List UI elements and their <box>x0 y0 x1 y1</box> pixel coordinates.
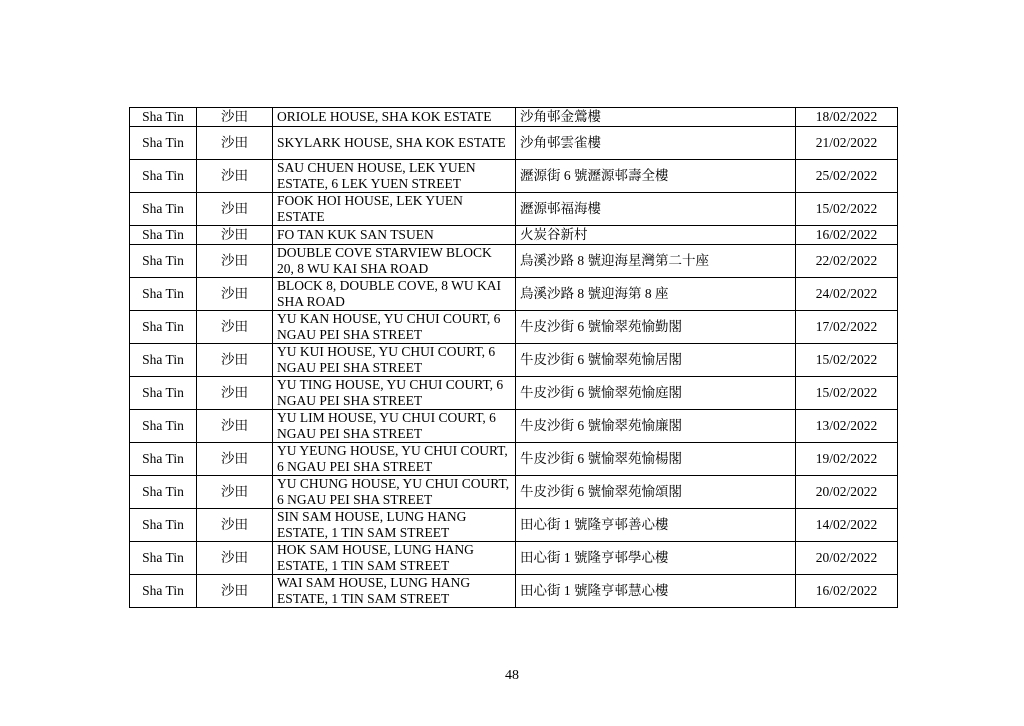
table-row <box>130 509 898 542</box>
building-en-cell: SAU CHUEN HOUSE, LEK YUEN ESTATE, 6 LEK YUEN STREET <box>273 160 516 193</box>
district-en-cell: Sha Tin <box>130 278 197 311</box>
district-en-cell: Sha Tin <box>130 127 197 160</box>
district-en-cell: Sha Tin <box>130 226 197 245</box>
date-cell: 16/02/2022 <box>796 575 898 608</box>
district-zh-cell: 沙田 <box>197 226 273 245</box>
building-en-cell: ORIOLE HOUSE, SHA KOK ESTATE <box>273 108 516 127</box>
table-row <box>130 193 898 226</box>
district-en-cell: Sha Tin <box>130 344 197 377</box>
district-en-cell: Sha Tin <box>130 108 197 127</box>
building-en-cell: WAI SAM HOUSE, LUNG HANG ESTATE, 1 TIN SAM STREET <box>273 575 516 608</box>
building-en-cell: HOK SAM HOUSE, LUNG HANG ESTATE, 1 TIN SAM STREET <box>273 542 516 575</box>
date-cell: 19/02/2022 <box>796 443 898 476</box>
building-en-cell: YU LIM HOUSE, YU CHUI COURT, 6 NGAU PEI SHA STREET <box>273 410 516 443</box>
date-cell: 25/02/2022 <box>796 160 898 193</box>
table-row <box>130 226 898 245</box>
district-zh-cell: 沙田 <box>197 344 273 377</box>
building-zh-cell: 牛皮沙街 6 號愉翠苑愉勤閣 <box>516 311 796 344</box>
table-row <box>130 160 898 193</box>
district-zh-cell: 沙田 <box>197 575 273 608</box>
table-row <box>130 311 898 344</box>
date-cell: 20/02/2022 <box>796 476 898 509</box>
building-zh-cell: 瀝源街 6 號瀝源邨壽全樓 <box>516 160 796 193</box>
date-cell: 20/02/2022 <box>796 542 898 575</box>
district-zh-cell: 沙田 <box>197 278 273 311</box>
building-en-cell: YU CHUNG HOUSE, YU CHUI COURT, 6 NGAU PEI SHA STREET <box>273 476 516 509</box>
district-en-cell: Sha Tin <box>130 311 197 344</box>
building-zh-cell: 田心街 1 號隆亨邨善心樓 <box>516 509 796 542</box>
building-en-cell: SKYLARK HOUSE, SHA KOK ESTATE <box>273 127 516 160</box>
district-zh-cell: 沙田 <box>197 245 273 278</box>
district-zh-cell: 沙田 <box>197 193 273 226</box>
district-zh-cell: 沙田 <box>197 509 273 542</box>
district-zh-cell: 沙田 <box>197 311 273 344</box>
district-en-cell: Sha Tin <box>130 377 197 410</box>
building-en-cell: YU KAN HOUSE, YU CHUI COURT, 6 NGAU PEI SHA STREET <box>273 311 516 344</box>
district-en-cell: Sha Tin <box>130 476 197 509</box>
date-cell: 22/02/2022 <box>796 245 898 278</box>
table-row <box>130 108 898 127</box>
district-zh-cell: 沙田 <box>197 108 273 127</box>
building-zh-cell: 瀝源邨福海樓 <box>516 193 796 226</box>
district-en-cell: Sha Tin <box>130 193 197 226</box>
table-row <box>130 344 898 377</box>
date-cell: 15/02/2022 <box>796 344 898 377</box>
district-zh-cell: 沙田 <box>197 377 273 410</box>
district-en-cell: Sha Tin <box>130 509 197 542</box>
date-cell: 13/02/2022 <box>796 410 898 443</box>
date-cell: 17/02/2022 <box>796 311 898 344</box>
date-cell: 15/02/2022 <box>796 193 898 226</box>
building-zh-cell: 牛皮沙街 6 號愉翠苑愉楊閣 <box>516 443 796 476</box>
building-zh-cell: 田心街 1 號隆亨邨慧心樓 <box>516 575 796 608</box>
table-row <box>130 410 898 443</box>
building-en-cell: SIN SAM HOUSE, LUNG HANG ESTATE, 1 TIN SAM STREET <box>273 509 516 542</box>
district-zh-cell: 沙田 <box>197 443 273 476</box>
building-list-table <box>129 107 898 608</box>
building-zh-cell: 火炭谷新村 <box>516 226 796 245</box>
district-zh-cell: 沙田 <box>197 160 273 193</box>
district-zh-cell: 沙田 <box>197 410 273 443</box>
date-cell: 14/02/2022 <box>796 509 898 542</box>
building-en-cell: FO TAN KUK SAN TSUEN <box>273 226 516 245</box>
building-zh-cell: 牛皮沙街 6 號愉翠苑愉居閣 <box>516 344 796 377</box>
table-row <box>130 575 898 608</box>
district-en-cell: Sha Tin <box>130 410 197 443</box>
district-en-cell: Sha Tin <box>130 160 197 193</box>
building-zh-cell: 沙角邨金鶯樓 <box>516 108 796 127</box>
building-zh-cell: 牛皮沙街 6 號愉翠苑愉庭閣 <box>516 377 796 410</box>
building-en-cell: YU TING HOUSE, YU CHUI COURT, 6 NGAU PEI SHA STREET <box>273 377 516 410</box>
district-zh-cell: 沙田 <box>197 127 273 160</box>
date-cell: 18/02/2022 <box>796 108 898 127</box>
building-en-cell: YU KUI HOUSE, YU CHUI COURT, 6 NGAU PEI SHA STREET <box>273 344 516 377</box>
district-zh-cell: 沙田 <box>197 476 273 509</box>
date-cell: 16/02/2022 <box>796 226 898 245</box>
building-zh-cell: 烏溪沙路 8 號迎海第 8 座 <box>516 278 796 311</box>
table-row <box>130 377 898 410</box>
district-zh-cell: 沙田 <box>197 542 273 575</box>
district-en-cell: Sha Tin <box>130 542 197 575</box>
building-zh-cell: 田心街 1 號隆亨邨學心樓 <box>516 542 796 575</box>
building-zh-cell: 烏溪沙路 8 號迎海星灣第二十座 <box>516 245 796 278</box>
building-en-cell: BLOCK 8, DOUBLE COVE, 8 WU KAI SHA ROAD <box>273 278 516 311</box>
table-row <box>130 127 898 160</box>
building-zh-cell: 沙角邨雲雀樓 <box>516 127 796 160</box>
building-en-cell: DOUBLE COVE STARVIEW BLOCK 20, 8 WU KAI SHA ROAD <box>273 245 516 278</box>
date-cell: 15/02/2022 <box>796 377 898 410</box>
building-zh-cell: 牛皮沙街 6 號愉翠苑愉頌閣 <box>516 476 796 509</box>
building-en-cell: FOOK HOI HOUSE, LEK YUEN ESTATE <box>273 193 516 226</box>
table-row <box>130 542 898 575</box>
date-cell: 21/02/2022 <box>796 127 898 160</box>
table-row <box>130 443 898 476</box>
date-cell: 24/02/2022 <box>796 278 898 311</box>
building-zh-cell: 牛皮沙街 6 號愉翠苑愉廉閣 <box>516 410 796 443</box>
building-en-cell: YU YEUNG HOUSE, YU CHUI COURT, 6 NGAU PEI SHA STREET <box>273 443 516 476</box>
table-row <box>130 245 898 278</box>
district-en-cell: Sha Tin <box>130 245 197 278</box>
table-row <box>130 476 898 509</box>
district-en-cell: Sha Tin <box>130 575 197 608</box>
district-en-cell: Sha Tin <box>130 443 197 476</box>
page-number: 48 <box>505 668 519 683</box>
table-row <box>130 278 898 311</box>
